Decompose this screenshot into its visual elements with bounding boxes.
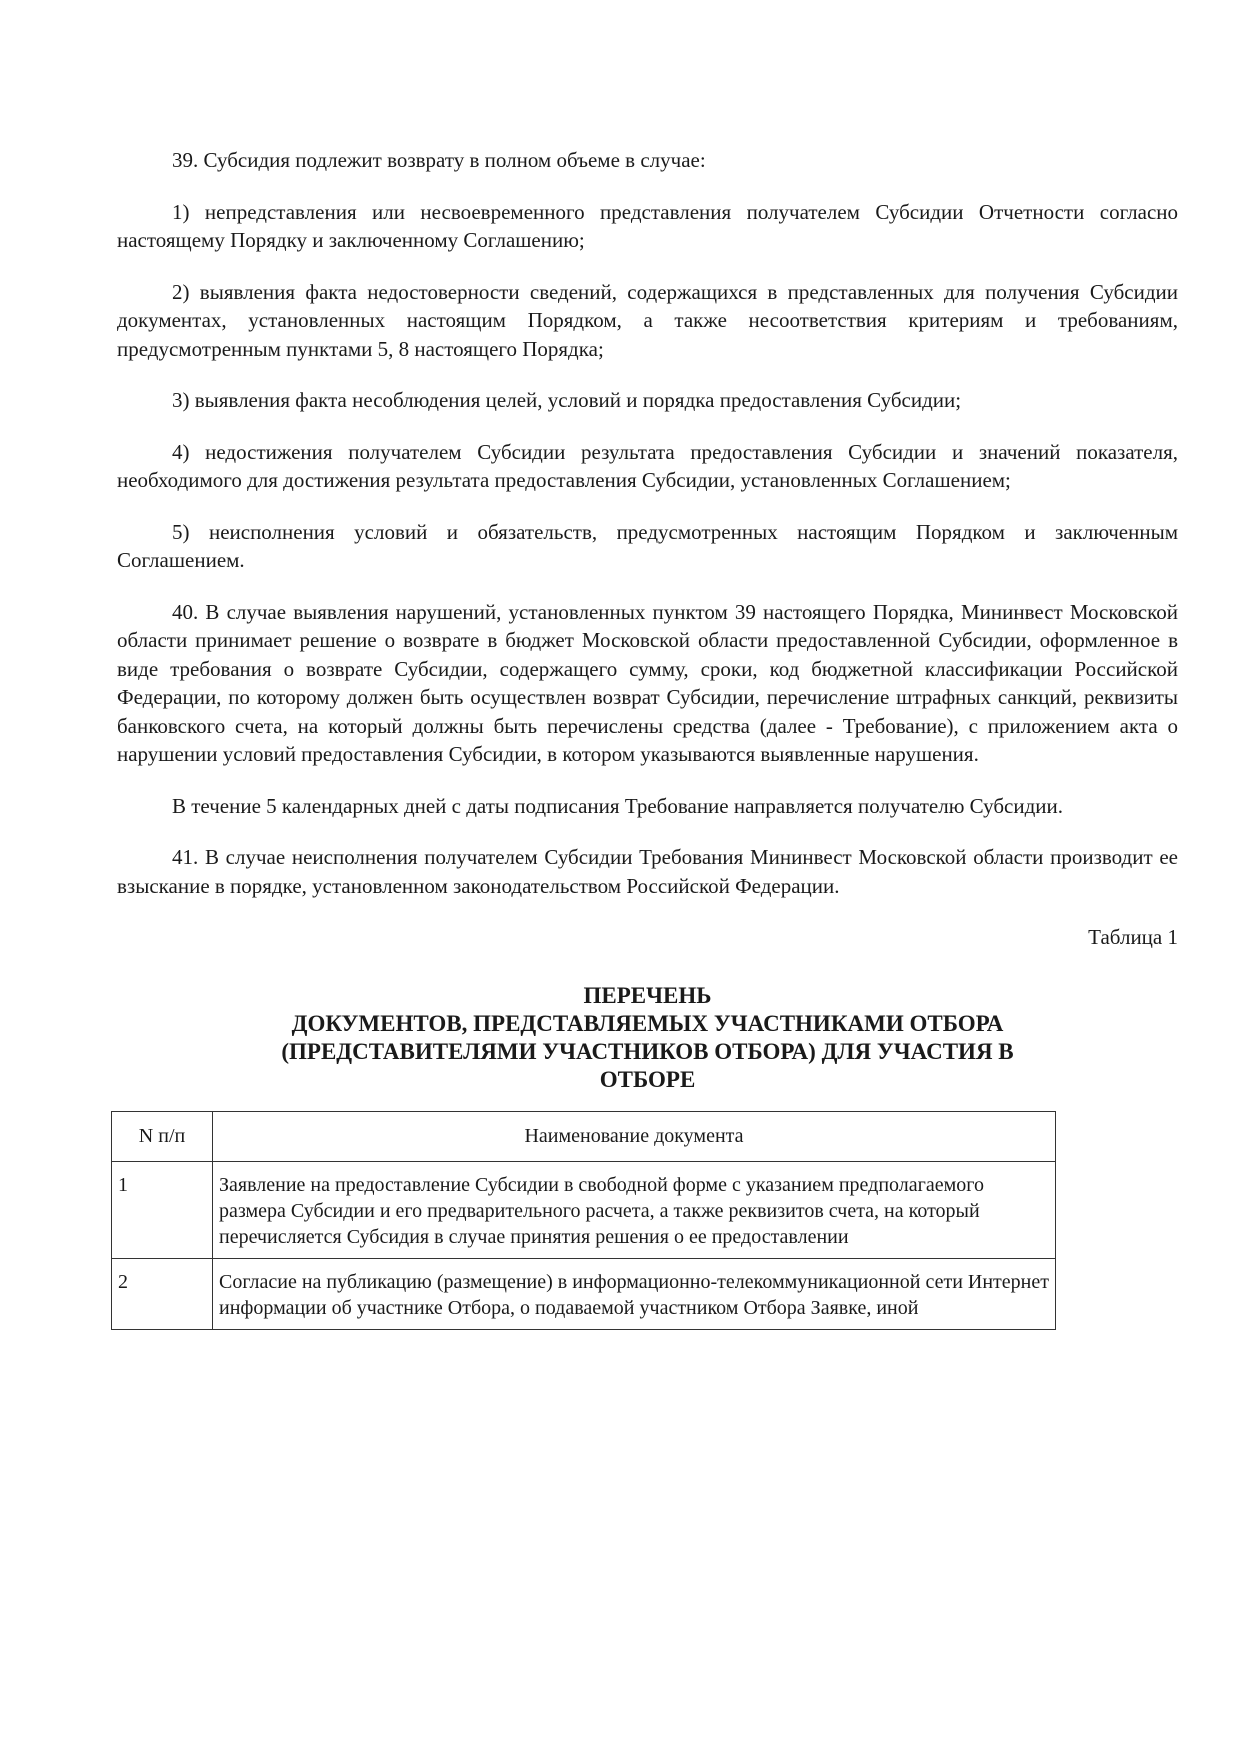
row-number: 2	[112, 1258, 213, 1329]
table-title	[117, 982, 1178, 1094]
table-row	[112, 1258, 1056, 1329]
documents-table	[111, 1111, 1056, 1330]
header-document-name: Наименование документа	[213, 1111, 1056, 1161]
title-line: ОТБОРЕ	[599, 1066, 696, 1092]
table-header-row	[112, 1111, 1056, 1161]
row-document-name: Согласие на публикацию (размещение) в информационно-телекоммуникационной сети Интернет информации об участнике Отбора, о подаваемой участником Отбора Заявке, иной	[213, 1258, 1056, 1329]
title-line: (ПРЕДСТАВИТЕЛЯМИ УЧАСТНИКОВ ОТБОРА) ДЛЯ УЧАСТИЯ В	[281, 1038, 1014, 1064]
paragraph-40: 40. В случае выявления нарушений, установленных пунктом 39 настоящего Порядка, Мининвест Московской области принимает решение о возврате в бюджет Московской области предоставленной Субсидии, оформленное в виде требования о возврате Субсидии, содержащего сумму, сроки, код бюджетной классификации Российской Федерации, по которому должен быть осуществлен возврат Субсидии, перечисление штрафных санкций, реквизиты банковского счета, на который должны быть перечислены средства (далее - Требование), с приложением акта о нарушении условий предоставления Субсидии, в котором указываются выявленные нарушения.	[117, 599, 1178, 766]
paragraph-39-item-5: 5) неисполнения условий и обязательств, предусмотренных настоящим Порядком и заключенным Соглашением.	[117, 519, 1178, 572]
row-number: 1	[112, 1161, 213, 1258]
document-page	[117, 146, 1178, 1330]
title-line: ПЕРЕЧЕНЬ	[583, 982, 712, 1008]
table-row	[112, 1161, 1056, 1258]
paragraph-39: 39. Субсидия подлежит возврату в полном объеме в случае:	[172, 148, 706, 172]
header-number: N п/п	[112, 1111, 213, 1161]
paragraph-39-item-2: 2) выявления факта недостоверности сведений, содержащихся в представленных для получения Субсидии документах, установленных настоящим Порядком, а также несоответствия критериям и требованиям, предусмотренным пунктами 5, 8 настоящего Порядка;	[117, 279, 1178, 361]
paragraph-41: 41. В случае неисполнения получателем Субсидии Требования Мининвест Московской области производит ее взыскание в порядке, установленном законодательством Российской Федерации.	[117, 845, 1178, 898]
title-line: ДОКУМЕНТОВ, ПРЕДСТАВЛЯЕМЫХ УЧАСТНИКАМИ ОТБОРА	[291, 1010, 1004, 1036]
paragraph-39-item-3: 3) выявления факта несоблюдения целей, условий и порядка предоставления Субсидии;	[172, 388, 962, 412]
table-label: Таблица 1	[1088, 925, 1178, 949]
paragraph-40-notice: В течение 5 календарных дней с даты подписания Требование направляется получателю Субсидии.	[172, 793, 1064, 818]
paragraph-39-item-4: 4) недостижения получателем Субсидии результата предоставления Субсидии и значений показателя, необходимого для достижения результата предоставления Субсидии, установленных Соглашением;	[117, 439, 1178, 492]
row-document-name: Заявление на предоставление Субсидии в свободной форме с указанием предполагаемого размера Субсидии и его предварительного расчета, а также реквизитов счета, на который перечисляется Субсидия в случае принятия решения о ее предоставлении	[213, 1161, 1056, 1258]
paragraph-39-item-1: 1) непредставления или несвоевременного представления получателем Субсидии Отчетности согласно настоящему Порядку и заключенному Соглашению;	[117, 199, 1178, 252]
